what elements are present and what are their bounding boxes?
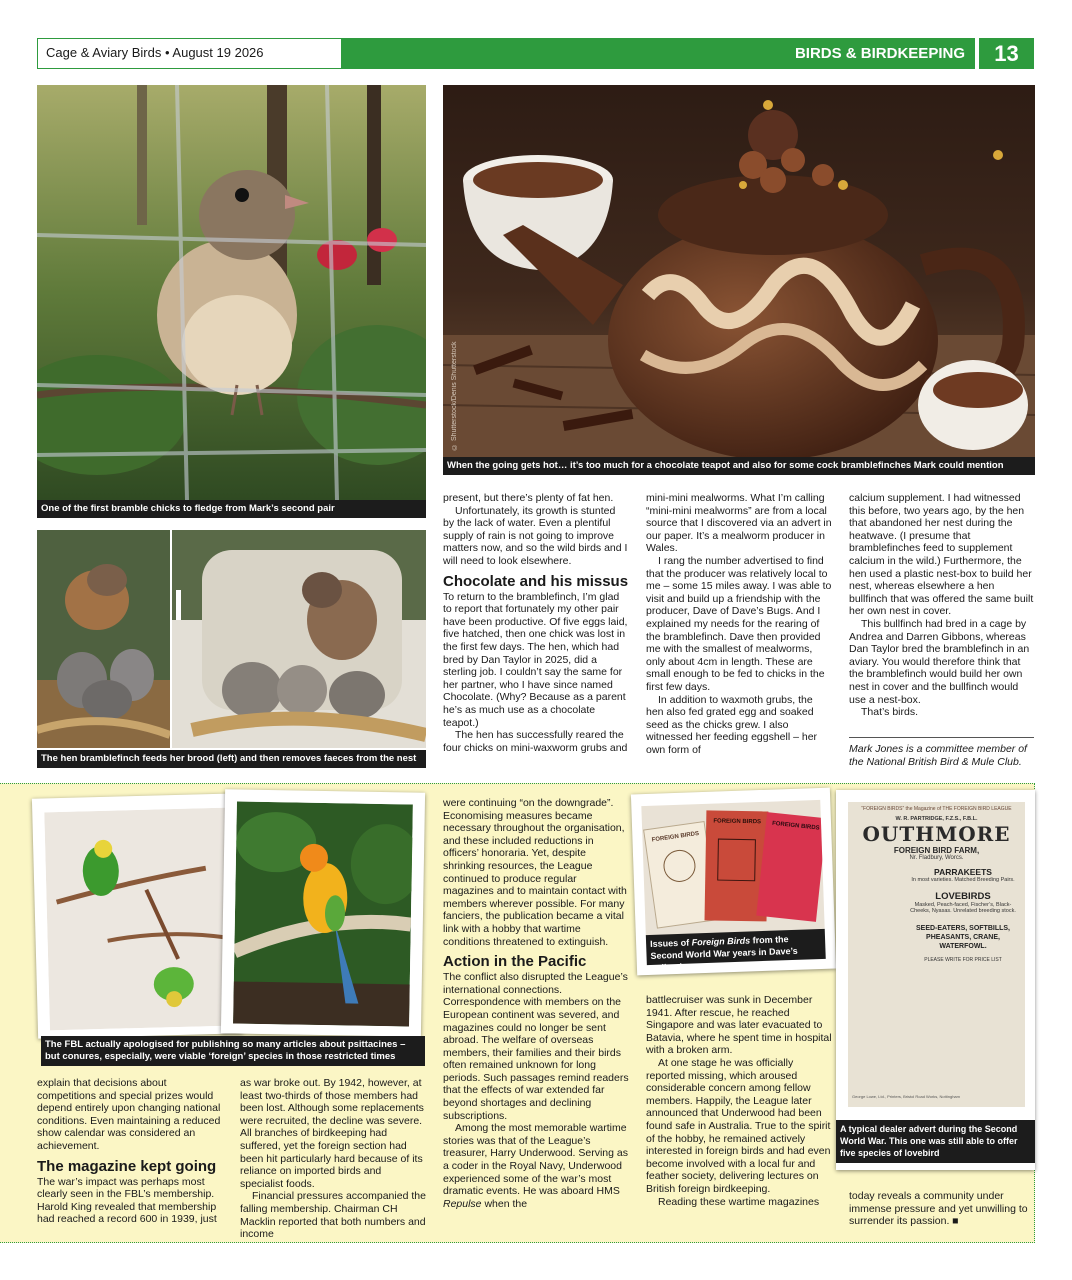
- paragraph: calcium supplement. I had witnessed this before, two years ago, by the hen that abandoned her nest during the heatwave. (I presume that bramblefinches feed to supplement calcium in the wild.) Furthermore, the hen used a plastic nest-box to build her nest, whereas elsewhere a hen bullfinch that was offered the same built her own nest in cover.: [849, 492, 1034, 618]
- advert-heading: SEED-EATERS, SOFTBILLS, PHEASANTS, CRANE, WATERFOWL.: [916, 925, 1010, 950]
- article-bottom-column-2: [240, 1077, 426, 1241]
- photo-credit: © Shutterstock/Denis Shutterstock: [451, 341, 458, 450]
- paragraph: Unfortunately, its growth is stunted by the lack of water. Even a plentiful supply of rain is not going to improve matters now, and so the wild birds and I will need to look elsewhere.: [443, 504, 628, 567]
- advert-polaroid: [836, 790, 1035, 1170]
- brood-caption: The hen bramblefinch feeds her brood (left) and then removes faeces from the nest: [37, 750, 426, 768]
- advert-subtitle: FOREIGN BIRD FARM,: [893, 846, 980, 855]
- publication-dateline: Cage & Aviary Birds • August 19 2026: [37, 38, 342, 69]
- subheading: The magazine kept going: [37, 1157, 217, 1175]
- article-bottom-column-1: [37, 1077, 223, 1237]
- subheading: Action in the Pacific: [443, 953, 587, 971]
- dealer-advert: [848, 802, 1025, 1107]
- paragraph: To return to the bramblefinch, I’m glad to report that fortunately my other pair have been productive. Of five eggs laid, five hatched, then one chick was lost in the first few days. The hen, which had bred by Dan Taylor in 2025, did a sterling job. I couldn’t say the same for her partner, who I have since named Chocolate. (Why? Because as a parent he’s as much use as a chocolate teapot.): [443, 590, 628, 729]
- conure-photo: [233, 801, 413, 1026]
- booklet-cover: FOREIGN BIRDS: [705, 810, 769, 921]
- advert-caption: A typical dealer advert during the Second World War. This one was still able to offer five species of lovebird: [836, 1120, 1035, 1163]
- paragraph: mini-mini mealworms. What I’m calling “mini-mini mealworms” are from a local source that I discovered via an advert in our paper. It’s a mealworm producer in Wales.: [646, 492, 832, 555]
- paragraph: The hen has successfully reared the four chicks on mini-waxworm grubs and: [443, 729, 628, 754]
- advert-heading: LOVEBIRDS: [935, 891, 991, 902]
- advert-text: Masked, Peach-faced, Fischer’s, Black-Cheeks, Nyasas. Unrelated breeding stock.: [910, 902, 1016, 914]
- paragraph: as war broke out. By 1942, however, at least two-thirds of those members had been lost. Although some replacements were recruited, the decline was severe. All branches of birdkeeping had suffered, yet the foreign section had been hit particularly hard because of its reliance on imported birds and specialist foods.: [240, 1077, 424, 1190]
- advert-text: In most varieties. Matched Breeding Pairs.: [911, 877, 1015, 883]
- section-title: BIRDS & BIRDKEEPING: [342, 38, 975, 69]
- article-bottom-column-4: [646, 994, 832, 1237]
- paragraph: Reading these wartime magazines: [658, 1195, 820, 1208]
- page-number: 13: [979, 38, 1034, 69]
- article-bottom-column-3: [443, 797, 629, 1237]
- brood-photo-right: [172, 530, 426, 748]
- booklets-photo: [641, 800, 824, 936]
- advert-dealer: W. R. PARTRIDGE, F.Z.S., F.B.L.: [895, 816, 978, 822]
- chick-photo: [37, 85, 426, 500]
- paragraph: I rang the number advertised to find that the producer was relatively local to me – some 15 miles away. I was able to visit and build up a friendship with the producer, Dave of Dave’s Bugs. And I explained my needs for the rearing of the bramblefinch. Dave then provided me with the smallest of mealworms, only about 4cm in length. These are small enough to be fed to chicks in the first few days.: [646, 554, 832, 693]
- booklets-caption: Issues of Foreign Birds from the Second World War years in Dave’s collection: [646, 929, 826, 965]
- subheading: Chocolate and his missus: [443, 572, 629, 590]
- paragraph: explain that decisions about competitions and special prizes would depend entirely upon changing national conditions. Even maintaining a reduced show calendar was considered an achievement.: [37, 1077, 221, 1152]
- advert-masthead: “FOREIGN BIRDS” the Magazine of THE FOREIGN BIRD LEAGUE: [861, 806, 1012, 812]
- paragraph: Financial pressures accompanied the falling membership. Chairman CH Macklin reported that both numbers and income: [240, 1190, 426, 1241]
- advert-text: PLEASE WRITE FOR PRICE LIST: [924, 957, 1002, 963]
- advert-location: Nr. Fladbury, Worcs.: [909, 855, 964, 861]
- article-top-column-1: [443, 492, 629, 777]
- parrot-photo: [44, 808, 232, 1031]
- parrots-caption: The FBL actually apologised for publishing so many articles about psittacines – but conures, especially, were viable ‘foreign’ species in those restricted times: [41, 1036, 425, 1066]
- paragraph: That’s birds.: [861, 706, 918, 719]
- teapot-photo: [443, 85, 1035, 457]
- author-note: Mark Jones is a committee member of the National British Bird & Mule Club.: [849, 743, 1027, 768]
- chick-caption: One of the first bramble chicks to fledge from Mark’s second pair: [37, 500, 426, 518]
- paragraph: present, but there’s plenty of fat hen.: [443, 492, 614, 504]
- paragraph: Among the most memorable wartime stories was that of the League’s treasurer, Harry Underwood. Serving as a coder in the Royal Navy, Underwood experienced some of the war’s most dramatic events. He was aboard HMS Repulse when the: [443, 1122, 628, 1210]
- brood-photo-left: [37, 530, 170, 748]
- advert-title: OUTHMORE: [862, 822, 1011, 846]
- booklets-polaroid: [631, 788, 836, 976]
- paragraph: battlecruiser was sunk in December 1941. After rescue, he reached Singapore and was later evacuated to Batavia, where he spent time in hospital with a broken arm.: [646, 994, 832, 1057]
- article-top-column-2: [646, 492, 832, 777]
- paragraph: At one stage he was officially reported missing, which aroused considerable concern among fellow members. Happily, the League later announced that Underwood had been found safe in Australia. True to the spirit of the hobby, he remained actively interested in foreign birds and had even become involved with a local fur and feather society, delivering lectures on British foreign birdkeeping.: [646, 1056, 831, 1195]
- teapot-caption: When the going gets hot… it’s too much for a chocolate teapot and also for some cock bramblefinches Mark could mention: [443, 457, 1035, 475]
- paragraph: The conflict also disrupted the League’s international connections. Correspondence with members on the European continent was severed, and magazines could no longer be sent abroad. The welfare of overseas members, their families and their birds often remained unknown for long periods. Such passages remind readers that the effects of war extended far beyond shortages and declining subscriptions.: [443, 971, 629, 1122]
- parrot-polaroid-left: [32, 793, 243, 1038]
- paragraph: were continuing “on the downgrade”. Economising measures became necessary throughout the organisation, and these included reductions in officers’ honoraria. Yet, despite shrinking resources, the League continued to produce regular magazines and to maintain contact with members wherever possible. For many fanciers, the publication became a vital link with a hobby that wartime conditions threatened to extinguish.: [443, 797, 627, 948]
- booklet-cover: FOREIGN BIRDS: [643, 821, 718, 929]
- author-divider: [849, 737, 1034, 738]
- booklet-cover: FOREIGN BIRDS: [756, 812, 824, 922]
- paragraph: In addition to waxmoth grubs, the hen also fed grated egg and soaked seed as the chicks grew. I also witnessed her feeding eggshell – her own form of: [646, 693, 818, 756]
- paragraph: today reveals a community under immense pressure and yet unwilling to surrender its passion. ■: [849, 1190, 1028, 1228]
- paragraph: The war’s impact was perhaps most clearly seen in the FBL’s membership. Harold King revealed that membership had reached a record 600 in 1939, just: [37, 1175, 217, 1226]
- article-top-column-3: [849, 492, 1035, 732]
- article-bottom-column-5: [849, 1190, 1035, 1235]
- parrot-polaroid-right: [221, 789, 425, 1036]
- advert-heading: PARRAKEETS: [934, 867, 992, 877]
- advert-footer: George Lowe, Ltd., Printers, Bristol Road Works, Nottingham: [852, 1094, 960, 1099]
- paragraph: This bullfinch had bred in a cage by Andrea and Darren Gibbons, whereas Dan Taylor bred the bramblefinch in an aviary. You would therefore think that the bramblefinch would build her own nest in cover and the bullfinch would use a nest-box.: [849, 617, 1030, 706]
